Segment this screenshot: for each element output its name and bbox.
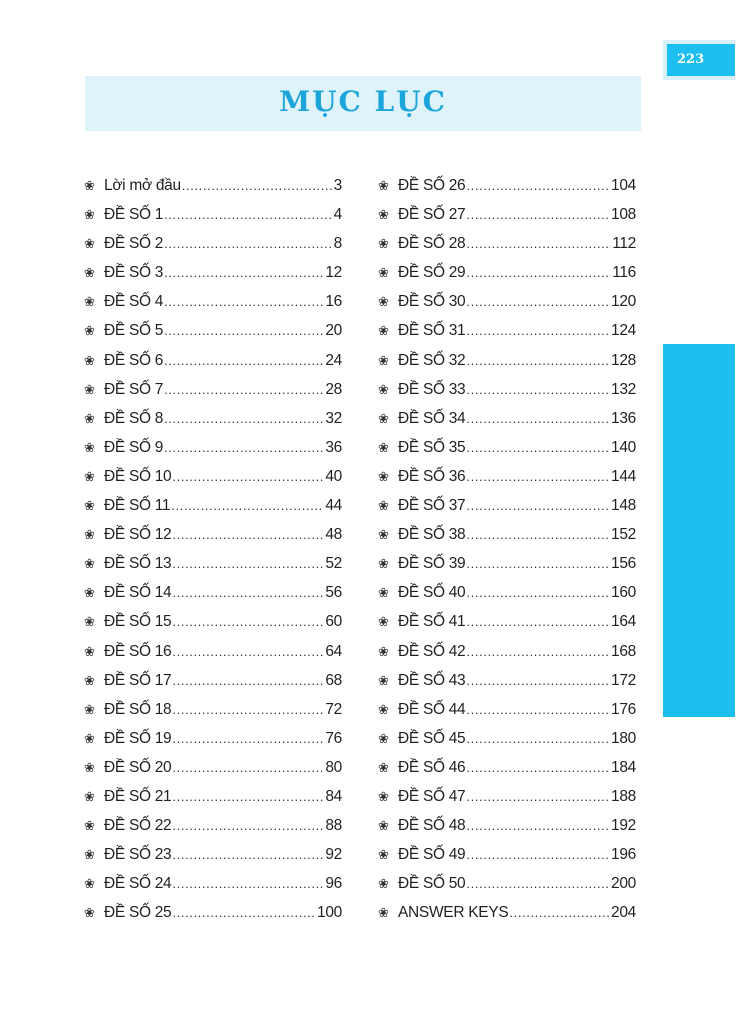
toc-entry-label: ĐỀ SỐ 24 [104,875,172,893]
dot-leader [172,818,324,833]
toc-entry-label: ĐỀ SỐ 26 [398,177,466,194]
toc-entry-page-number: 72 [325,700,342,718]
toc-entry[interactable] [378,788,636,817]
toc-entry-page-number: 132 [611,380,636,398]
toc-entry[interactable] [84,788,342,817]
toc-entry-label: ĐỀ SỐ 48 [398,817,466,835]
dot-leader [466,818,610,833]
toc-entry[interactable] [378,497,636,526]
toc-entry-label: ĐỀ SỐ 4 [104,293,164,311]
flower-bullet-icon: ❀ [84,730,95,746]
flower-bullet-icon: ❀ [84,701,95,717]
toc-entry-label: ĐỀ SỐ 1 [104,206,164,224]
flower-bullet-icon: ❀ [84,381,95,397]
flower-bullet-icon: ❀ [378,352,389,368]
flower-bullet-icon: ❀ [378,672,389,688]
flower-bullet-icon: ❀ [84,207,95,223]
toc-entry-label: Lời mở đầu [104,177,181,194]
flower-bullet-icon: ❀ [84,643,95,659]
dot-leader [466,644,610,659]
dot-leader [172,673,324,688]
toc-entry-label: ĐỀ SỐ 9 [104,438,164,456]
toc-entry[interactable] [84,904,342,933]
toc-entry[interactable] [84,846,342,875]
page-number: 223 [667,44,735,76]
toc-entry-page-number: 140 [611,438,636,456]
flower-bullet-icon: ❀ [84,410,95,426]
dot-leader [466,585,610,600]
toc-entry-label: ĐỀ SỐ 34 [398,409,466,427]
dot-leader [172,847,324,862]
flower-bullet-icon: ❀ [84,498,95,514]
flower-bullet-icon: ❀ [84,672,95,688]
toc-entry[interactable] [378,206,636,235]
toc-entry-label: ĐỀ SỐ 7 [104,380,164,398]
toc-entry-page-number: 152 [611,526,636,544]
dot-leader [164,411,324,426]
dot-leader [172,614,324,629]
toc-entry-label: ĐỀ SỐ 49 [398,846,466,864]
toc-entry-page-number: 8 [333,235,342,253]
toc-entry-page-number: 60 [325,613,342,631]
flower-bullet-icon: ❀ [378,439,389,455]
dot-leader [164,323,324,338]
toc-entry-label: ĐỀ SỐ 39 [398,555,466,573]
toc-entry[interactable] [84,264,342,293]
flower-bullet-icon: ❀ [378,410,389,426]
toc-entry[interactable] [84,759,342,788]
dot-leader [172,731,324,746]
dot-leader [466,498,610,513]
dot-leader [164,294,324,309]
toc-entry[interactable] [84,206,342,235]
dot-leader [466,353,610,368]
toc-entry-label: ĐỀ SỐ 36 [398,467,466,485]
flower-bullet-icon: ❀ [84,876,95,892]
dot-leader [466,207,610,222]
toc-entry-label: ĐỀ SỐ 28 [398,235,466,253]
flower-bullet-icon: ❀ [84,294,95,310]
toc-entry[interactable] [84,817,342,846]
toc-entry-page-number: 196 [611,846,636,864]
toc-entry-label: ĐỀ SỐ 33 [398,380,466,398]
toc-entry-page-number: 56 [325,584,342,602]
side-thumb-tab [663,344,735,717]
toc-entry-label: ĐỀ SỐ 29 [398,264,466,282]
toc-entry[interactable] [378,264,636,293]
toc-entry-page-number: 52 [325,555,342,573]
toc-entry-page-number: 96 [325,875,342,893]
flower-bullet-icon: ❀ [378,527,389,543]
dot-leader [164,440,324,455]
toc-entry[interactable] [84,643,342,672]
toc-entry[interactable] [84,322,342,351]
toc-entry-label: ĐỀ SỐ 30 [398,293,466,311]
toc-entry[interactable] [378,701,636,730]
flower-bullet-icon: ❀ [378,701,389,717]
flower-bullet-icon: ❀ [378,905,389,921]
toc-entry-page-number: 180 [611,729,636,747]
toc-entry-page-number: 12 [325,264,342,282]
toc-entry-page-number: 204 [611,904,636,922]
page-number-tab [663,40,735,80]
toc-entry-label: ĐỀ SỐ 25 [104,904,172,922]
toc-entry-page-number: 184 [611,758,636,776]
toc-entry[interactable] [378,730,636,759]
toc-entry[interactable] [378,439,636,468]
toc-entry-page-number: 108 [611,206,636,224]
toc-entry-page-number: 16 [325,293,342,311]
dot-leader [466,411,610,426]
flower-bullet-icon: ❀ [378,468,389,484]
flower-bullet-icon: ❀ [378,323,389,339]
dot-leader [466,556,610,571]
flower-bullet-icon: ❀ [378,730,389,746]
toc-entry-label: ĐỀ SỐ 20 [104,758,172,776]
dot-leader [466,178,610,193]
toc-entry[interactable] [84,439,342,468]
toc-entry-page-number: 148 [611,497,636,515]
toc-entry-page-number: 3 [333,177,342,194]
toc-entry[interactable] [378,177,636,206]
flower-bullet-icon: ❀ [84,905,95,921]
flower-bullet-icon: ❀ [84,236,95,252]
flower-bullet-icon: ❀ [378,236,389,252]
toc-entry[interactable] [84,526,342,555]
toc-entry-label: ĐỀ SỐ 38 [398,526,466,544]
dot-leader [164,382,324,397]
flower-bullet-icon: ❀ [84,847,95,863]
toc-entry[interactable] [84,701,342,730]
toc-right-column [378,177,636,933]
toc-entry-label: ĐỀ SỐ 14 [104,584,172,602]
dot-leader [172,760,324,775]
toc-entry-page-number: 44 [325,497,342,515]
toc-entry[interactable] [378,875,636,904]
toc-entry[interactable] [84,672,342,701]
toc-entry-label: ĐỀ SỐ 10 [104,467,172,485]
toc-entry[interactable] [378,352,636,381]
flower-bullet-icon: ❀ [378,847,389,863]
toc-entry-label: ĐỀ SỐ 41 [398,613,466,631]
flower-bullet-icon: ❀ [84,265,95,281]
toc-entry-label: ĐỀ SỐ 16 [104,642,172,660]
dot-leader [172,905,316,920]
dot-leader [466,760,610,775]
dot-leader [172,469,324,484]
toc-entry[interactable] [378,672,636,701]
dot-leader [466,702,610,717]
flower-bullet-icon: ❀ [84,818,95,834]
toc-entry-label: ĐỀ SỐ 21 [104,787,172,805]
flower-bullet-icon: ❀ [378,788,389,804]
toc-entry[interactable] [84,468,342,497]
toc-entry[interactable] [378,410,636,439]
toc-entry-label: ĐỀ SỐ 45 [398,729,466,747]
flower-bullet-icon: ❀ [378,294,389,310]
flower-bullet-icon: ❀ [378,178,389,193]
toc-entry[interactable] [378,759,636,788]
toc-entry-page-number: 120 [611,293,636,311]
toc-entry-page-number: 188 [611,787,636,805]
toc-entry-label: ĐỀ SỐ 13 [104,555,172,573]
toc-entry[interactable] [84,497,342,526]
flower-bullet-icon: ❀ [84,614,95,630]
toc-entry-page-number: 4 [333,206,342,224]
toc-entry-page-number: 88 [325,817,342,835]
toc-entry-label: ĐỀ SỐ 50 [398,875,466,893]
dot-leader [466,789,610,804]
toc-entry[interactable] [84,293,342,322]
toc-entry-page-number: 160 [611,584,636,602]
toc-entry-page-number: 20 [325,322,342,340]
toc-entry-page-number: 92 [325,846,342,864]
toc-entry-label: ĐỀ SỐ 6 [104,351,164,369]
toc-entry-label: ĐỀ SỐ 44 [398,700,466,718]
toc-entry-page-number: 84 [325,787,342,805]
toc-entry-label: ĐỀ SỐ 18 [104,700,172,718]
toc-entry-page-number: 136 [611,409,636,427]
toc-entry[interactable] [84,410,342,439]
flower-bullet-icon: ❀ [378,265,389,281]
toc-left-column [84,177,342,933]
flower-bullet-icon: ❀ [378,876,389,892]
toc-entry-page-number: 40 [325,467,342,485]
toc-entry[interactable] [84,235,342,264]
toc-entry-label: ĐỀ SỐ 2 [104,235,164,253]
toc-entry-page-number: 48 [325,526,342,544]
toc-entry-page-number: 68 [325,671,342,689]
toc-entry[interactable] [84,177,342,206]
flower-bullet-icon: ❀ [84,788,95,804]
toc-entry-label: ĐỀ SỐ 27 [398,206,466,224]
toc-entry[interactable] [378,613,636,642]
dot-leader [182,178,333,193]
toc-entry[interactable] [84,613,342,642]
flower-bullet-icon: ❀ [84,178,95,193]
toc-entry[interactable] [84,381,342,410]
flower-bullet-icon: ❀ [378,207,389,223]
toc-entry-page-number: 100 [317,904,342,922]
flower-bullet-icon: ❀ [378,556,389,572]
dot-leader [466,265,611,280]
toc-entry[interactable] [378,381,636,410]
toc-entry-page-number: 112 [612,235,636,253]
toc-entry[interactable] [378,468,636,497]
flower-bullet-icon: ❀ [84,556,95,572]
flower-bullet-icon: ❀ [84,468,95,484]
dot-leader [466,382,610,397]
dot-leader [164,207,333,222]
toc-entry-page-number: 192 [611,817,636,835]
toc-entry-page-number: 172 [611,671,636,689]
toc-entry-page-number: 32 [325,409,342,427]
toc-entry[interactable] [378,846,636,875]
toc-entry-page-number: 80 [325,758,342,776]
toc-entry-label: ĐỀ SỐ 19 [104,729,172,747]
page-title: MỤC LỤC [279,85,447,118]
toc-entry-label: ĐỀ SỐ 11 [104,497,171,515]
toc-entry[interactable] [378,584,636,613]
toc-entry-label: ĐỀ SỐ 12 [104,526,172,544]
toc-entry-label: ĐỀ SỐ 40 [398,584,466,602]
toc-entry-page-number: 124 [611,322,636,340]
toc-entry[interactable] [84,352,342,381]
flower-bullet-icon: ❀ [378,585,389,601]
dot-leader [172,556,324,571]
toc-entry-label: ĐỀ SỐ 17 [104,671,172,689]
toc-entry-page-number: 168 [611,642,636,660]
flower-bullet-icon: ❀ [378,381,389,397]
dot-leader [466,847,610,862]
toc-entry[interactable] [378,293,636,322]
toc-entry-label: ĐỀ SỐ 43 [398,671,466,689]
toc-entry[interactable] [378,555,636,584]
toc-entry-label: ĐỀ SỐ 5 [104,322,164,340]
dot-leader [172,876,324,891]
toc-entry-page-number: 64 [325,642,342,660]
toc-entry[interactable] [84,555,342,584]
flower-bullet-icon: ❀ [84,323,95,339]
dot-leader [466,527,610,542]
dot-leader [171,498,324,513]
flower-bullet-icon: ❀ [378,643,389,659]
toc-entry-label: ĐỀ SỐ 32 [398,351,466,369]
toc-entry[interactable] [84,584,342,613]
toc-entry-page-number: 116 [612,264,636,282]
toc-entry-page-number: 200 [611,875,636,893]
toc-entry-label: ĐỀ SỐ 46 [398,758,466,776]
toc-entry-page-number: 24 [325,351,342,369]
dot-leader [466,236,611,251]
dot-leader [172,527,324,542]
flower-bullet-icon: ❀ [84,585,95,601]
toc-entry-label: ĐỀ SỐ 47 [398,787,466,805]
toc-entry-page-number: 128 [611,351,636,369]
dot-leader [466,614,610,629]
toc-entry[interactable] [84,875,342,904]
dot-leader [466,469,610,484]
toc-entry-page-number: 36 [325,438,342,456]
toc-entry-label: ĐỀ SỐ 3 [104,264,164,282]
dot-leader [164,265,324,280]
dot-leader [164,353,324,368]
toc-entry[interactable] [378,904,636,933]
dot-leader [466,731,610,746]
toc-entry-label: ĐỀ SỐ 42 [398,642,466,660]
toc-entry[interactable] [378,643,636,672]
dot-leader [466,440,610,455]
title-banner [85,76,641,131]
dot-leader [172,644,324,659]
toc-entry[interactable] [378,322,636,351]
flower-bullet-icon: ❀ [378,759,389,775]
toc-entry-page-number: 76 [325,729,342,747]
toc-entry-label: ĐỀ SỐ 31 [398,322,466,340]
toc-entry-label: ANSWER KEYS [398,904,509,922]
toc-entry[interactable] [378,235,636,264]
dot-leader [509,905,610,920]
dot-leader [466,673,610,688]
dot-leader [172,585,324,600]
dot-leader [164,236,333,251]
flower-bullet-icon: ❀ [84,759,95,775]
toc-entry-page-number: 144 [611,467,636,485]
toc-entry-label: ĐỀ SỐ 23 [104,846,172,864]
toc-entry[interactable] [378,526,636,555]
toc-entry[interactable] [84,730,342,759]
toc-entry-label: ĐỀ SỐ 22 [104,817,172,835]
flower-bullet-icon: ❀ [378,818,389,834]
toc-entry-label: ĐỀ SỐ 35 [398,438,466,456]
dot-leader [466,323,610,338]
flower-bullet-icon: ❀ [378,498,389,514]
flower-bullet-icon: ❀ [84,352,95,368]
dot-leader [172,702,324,717]
flower-bullet-icon: ❀ [84,439,95,455]
toc-entry-page-number: 156 [611,555,636,573]
toc-entry-label: ĐỀ SỐ 15 [104,613,172,631]
toc-entry-label: ĐỀ SỐ 37 [398,497,466,515]
toc-entry-page-number: 28 [325,380,342,398]
toc-entry[interactable] [378,817,636,846]
dot-leader [466,876,610,891]
dot-leader [172,789,324,804]
toc-entry-page-number: 176 [611,700,636,718]
flower-bullet-icon: ❀ [84,527,95,543]
toc-entry-page-number: 164 [611,613,636,631]
dot-leader [466,294,610,309]
toc-entry-page-number: 104 [611,177,636,194]
toc-entry-label: ĐỀ SỐ 8 [104,409,164,427]
flower-bullet-icon: ❀ [378,614,389,630]
